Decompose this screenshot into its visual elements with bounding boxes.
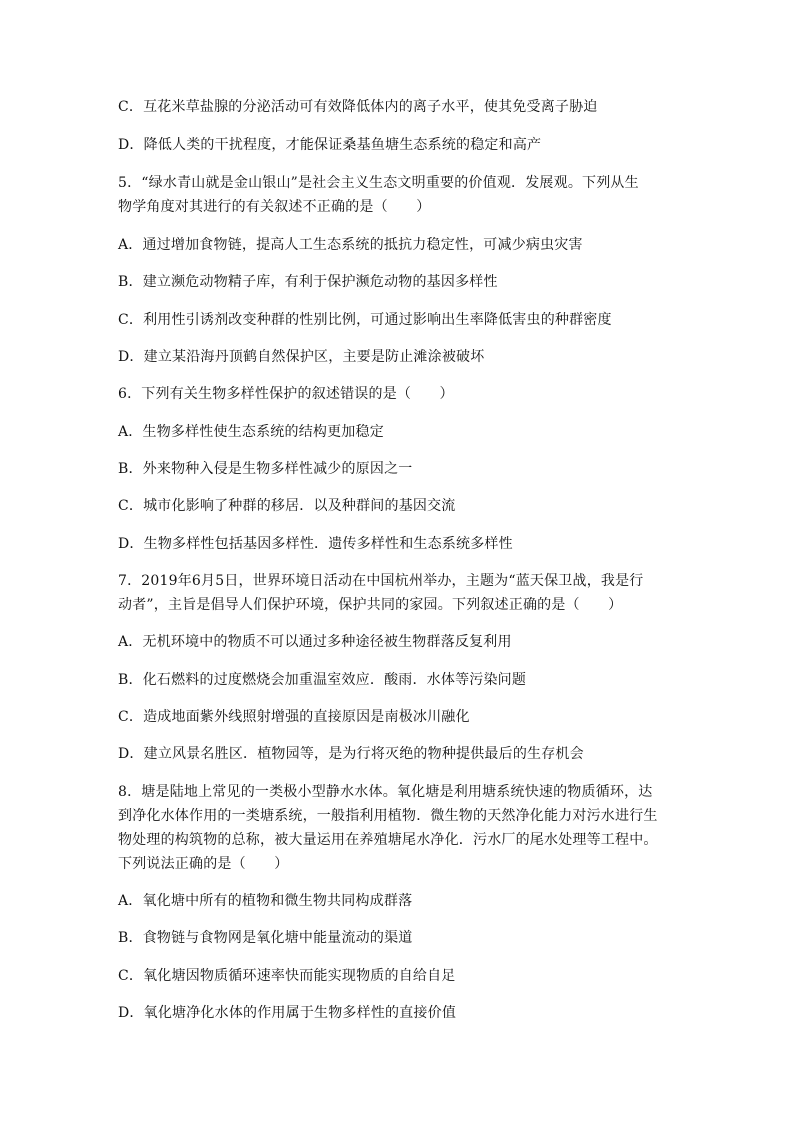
option-b-q7: B．化石燃料的过度燃烧会加重温室效应．酸雨．水体等污染问题 — [118, 672, 527, 688]
question-7-stem-line-2: 动者”，主旨是倡导人们保护环境，保护共同的家园。下列叙述正确的是（ ） — [118, 597, 623, 613]
option-a-q5: A．通过增加食物链，提高人工生态系统的抵抗力稳定性，可减少病虫灾害 — [118, 237, 583, 253]
option-d-q6: D．生物多样性包括基因多样性．遗传多样性和生态系统多样性 — [118, 536, 513, 552]
option-a-q7: A．无机环境中的物质不可以通过多种途径被生物群落反复利用 — [118, 634, 512, 650]
option-b-q6: B．外来物种入侵是生物多样性减少的原因之一 — [118, 461, 413, 477]
option-c-q6: C．城市化影响了种群的移居．以及种群间的基因交流 — [118, 498, 456, 514]
option-b-q8: B．食物链与食物网是氧化塘中能量流动的渠道 — [118, 930, 413, 946]
option-d-q4: D．降低人类的干扰程度，才能保证桑基鱼塘生态系统的稳定和高产 — [118, 137, 542, 153]
question-7-stem-line-1: 7．2019年6月5日，世界环境日活动在中国杭州举办，主题为“蓝天保卫战，我是行 — [118, 573, 644, 589]
question-8-stem-line-2: 到净化水体作用的一类塘系统，一般指利用植物．微生物的天然净化能力对污水进行生 — [118, 808, 658, 824]
option-a-q6: A．生物多样性使生态系统的结构更加稳定 — [118, 424, 384, 440]
option-c-q5: C．利用性引诱剂改变种群的性别比例，可通过影响出生率降低害虫的种群密度 — [118, 312, 612, 328]
question-5-stem-line-2: 物学角度对其进行的有关叙述不正确的是（ ） — [118, 199, 431, 215]
option-b-q5: B．建立濒危动物精子库，有利于保护濒危动物的基因多样性 — [118, 274, 498, 290]
question-8-stem-line-1: 8．塘是陆地上常见的一类极小型静水水体。氧化塘是利用塘系统快速的物质循环，达 — [118, 784, 653, 800]
option-d-q8: D．氧化塘净化水体的作用属于生物多样性的直接价值 — [118, 1005, 457, 1021]
question-6-stem: 6．下列有关生物多样性保护的叙述错误的是（ ） — [118, 386, 454, 402]
option-a-q8: A．氧化塘中所有的植物和微生物共同构成群落 — [118, 893, 413, 909]
option-c-q7: C．造成地面紫外线照射增强的直接原因是南极冰川融化 — [118, 709, 470, 725]
question-8-stem-line-3: 物处理的构筑物的总称，被大量运用在养殖塘尾水净化．污水厂的尾水处理等工程中。 — [118, 832, 658, 848]
question-5-stem-line-1: 5．“绿水青山就是金山银山”是社会主义生态文明重要的价值观．发展观。下列从生 — [118, 175, 639, 191]
option-c-q4: C．互花米草盐腺的分泌活动可有效降低体内的离子水平，使其免受离子胁迫 — [118, 99, 598, 115]
question-8-stem-line-4: 下列说法正确的是（ ） — [118, 856, 289, 872]
option-d-q5: D．建立某沿海丹顶鹤自然保护区，主要是防止滩涂被破坏 — [118, 349, 485, 365]
option-c-q8: C．氧化塘因物质循环速率快而能实现物质的自给自足 — [118, 968, 456, 984]
option-d-q7: D．建立风景名胜区．植物园等，是为行将灭绝的物种提供最后的生存机会 — [118, 746, 584, 762]
